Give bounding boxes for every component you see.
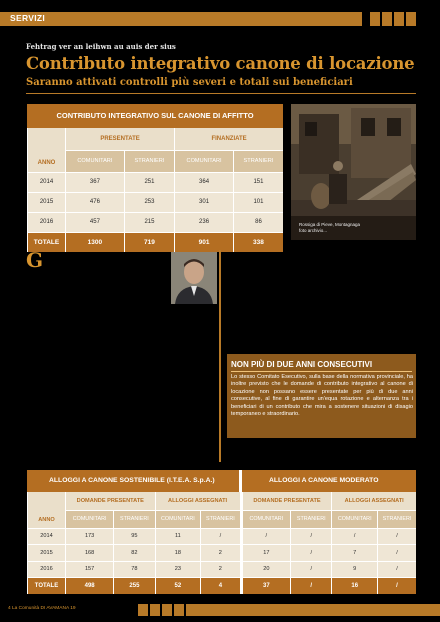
year-cell: 2016: [28, 212, 66, 232]
table-cell: /: [378, 545, 416, 562]
total-row: [28, 578, 417, 595]
info-box: [227, 354, 416, 438]
table-cell: /: [201, 528, 241, 545]
year-cell: 2014: [28, 172, 66, 192]
group-header: ALLOGGI ASSEGNATI: [332, 492, 416, 510]
total-cell: 4: [201, 578, 241, 595]
total-cell: 255: [114, 578, 155, 595]
table-cell: /: [291, 561, 332, 578]
year-cell: 2016: [28, 561, 66, 578]
table-cell: 18: [155, 545, 201, 562]
decor-square: [174, 604, 184, 616]
table-cell: /: [332, 528, 378, 545]
page-footer: [0, 604, 440, 616]
column-header: COMUNITARI: [66, 510, 114, 528]
table-cell: 457: [66, 212, 125, 232]
divider: [26, 93, 416, 94]
photo-illustration: [291, 104, 416, 240]
table-cell: 9: [332, 561, 378, 578]
column-header: COMUNITARI: [332, 510, 378, 528]
total-cell: 1300: [66, 232, 125, 252]
table-cell: 301: [175, 192, 234, 212]
column-header: STRANIERI: [291, 510, 332, 528]
table-cell: 86: [233, 212, 283, 232]
table-cell: 215: [124, 212, 174, 232]
info-box-rule: [231, 371, 412, 372]
photo-caption-line: foto archivio...: [299, 228, 328, 233]
table-cell: 364: [175, 172, 234, 192]
table-cell: 476: [66, 192, 125, 212]
table-cell: 23: [155, 561, 201, 578]
photo-caption-line: Rossiga di Pieve, Montagnaga: [299, 222, 361, 227]
table-header-bar: [27, 470, 416, 492]
table-cell: /: [378, 528, 416, 545]
column-header: COMUNITARI: [155, 510, 201, 528]
table-cell: 82: [114, 545, 155, 562]
historical-photo: [291, 104, 416, 240]
total-cell: 37: [241, 578, 291, 595]
year-header: ANNO: [28, 128, 66, 172]
kicker: Fehtrag ver an leihwn au auis der sius: [26, 42, 176, 51]
table-row: [28, 172, 284, 192]
table-cell: /: [291, 545, 332, 562]
table-cell: 11: [155, 528, 201, 545]
column-header: STRANIERI: [201, 510, 241, 528]
column-header: STRANIERI: [233, 150, 283, 172]
table-cell: 253: [124, 192, 174, 212]
decor-square: [162, 604, 172, 616]
total-cell: 16: [332, 578, 378, 595]
column-header: COMUNITARI: [66, 150, 125, 172]
table-cell: 157: [66, 561, 114, 578]
table-title: CONTRIBUTO INTEGRATIVO SUL CANONE DI AFFITTO: [27, 104, 283, 128]
table-row: [28, 528, 417, 545]
table-cell: /: [291, 528, 332, 545]
info-box-title: NON PIÙ DI DUE ANNI CONSECUTIVI: [231, 360, 373, 369]
decor-square: [394, 12, 404, 26]
year-header: ANNO: [28, 492, 66, 528]
total-label: TOTALE: [28, 578, 66, 595]
table-cell: 173: [66, 528, 114, 545]
table-cell: 95: [114, 528, 155, 545]
total-cell: 498: [66, 578, 114, 595]
column-header: COMUNITARI: [175, 150, 234, 172]
table-cell: 236: [175, 212, 234, 232]
group-header: DOMANDE PRESENTATE: [241, 492, 332, 510]
total-row: [28, 232, 284, 252]
footer-bar: [186, 604, 440, 616]
table-row: [28, 561, 417, 578]
decor-square: [406, 12, 416, 26]
table-row: [28, 545, 417, 562]
column-header: STRANIERI: [378, 510, 416, 528]
table-cell: 2: [201, 561, 241, 578]
section-tag: [0, 12, 362, 26]
drop-cap: G: [26, 248, 44, 272]
table-cell: 251: [124, 172, 174, 192]
total-cell: 52: [155, 578, 201, 595]
rent-contribution-table: [27, 104, 283, 252]
table-cell: 151: [233, 172, 283, 192]
table-cell: 367: [66, 172, 125, 192]
table-row: [28, 212, 284, 232]
table-cell: 20: [241, 561, 291, 578]
table-cell: 2: [201, 545, 241, 562]
table-row: [28, 192, 284, 212]
column-header: STRANIERI: [114, 510, 155, 528]
table-cell: 78: [114, 561, 155, 578]
column-header: COMUNITARI: [241, 510, 291, 528]
group-header: PRESENTATE: [66, 128, 175, 150]
table-cell: 7: [332, 545, 378, 562]
table-cell: 101: [233, 192, 283, 212]
total-cell: 719: [124, 232, 174, 252]
info-box-text: Lo stesso Comitato Esecutivo, sulla base della normativa provinciale, ha inoltre previsto che le domande di contributo integrativo al canone di locazione non possano essere presentate per più di due anni consecutive, al fine di garantire un'equa rotazione e alternanza tra i beneficiari di un contributo che mira a sostenere situazioni di disagio temporaneo e straordinario.: [231, 374, 413, 418]
table-cell: /: [378, 561, 416, 578]
table-cell: 168: [66, 545, 114, 562]
portrait-photo: [171, 252, 217, 304]
section-label: SERVIZI: [10, 13, 46, 23]
table-title: ALLOGGI A CANONE MODERATO: [269, 477, 379, 484]
column-divider: [219, 250, 221, 462]
year-cell: 2015: [28, 545, 66, 562]
year-cell: 2014: [28, 528, 66, 545]
subheadline: Saranno attivati controlli più severi e totali sui beneficiari: [26, 77, 353, 88]
total-cell: 338: [233, 232, 283, 252]
header-separator: [239, 470, 242, 492]
decor-square: [382, 12, 392, 26]
decor-square: [138, 604, 148, 616]
footer-label: 4 La Comunità DI AVAMANA 19: [8, 606, 76, 611]
column-header: STRANIERI: [124, 150, 174, 172]
total-cell: 901: [175, 232, 234, 252]
total-label: TOTALE: [28, 232, 66, 252]
housing-table: [27, 470, 416, 594]
total-cell: /: [291, 578, 332, 595]
table-cell: /: [241, 528, 291, 545]
group-header: FINANZIATE: [175, 128, 283, 150]
total-cell: /: [378, 578, 416, 595]
group-header: ALLOGGI ASSEGNATI: [155, 492, 241, 510]
group-header: DOMANDE PRESENTATE: [66, 492, 156, 510]
portrait-illustration: [171, 252, 217, 304]
photo-caption: [299, 222, 360, 234]
table-title: ALLOGGI A CANONE SOSTENIBILE (I.T.E.A. S.p.A.): [49, 477, 215, 484]
decor-square: [150, 604, 160, 616]
headline: Contributo integrativo canone di locazione: [26, 54, 415, 73]
decor-square: [370, 12, 380, 26]
table-cell: 17: [241, 545, 291, 562]
year-cell: 2015: [28, 192, 66, 212]
section-bar: [0, 12, 440, 26]
